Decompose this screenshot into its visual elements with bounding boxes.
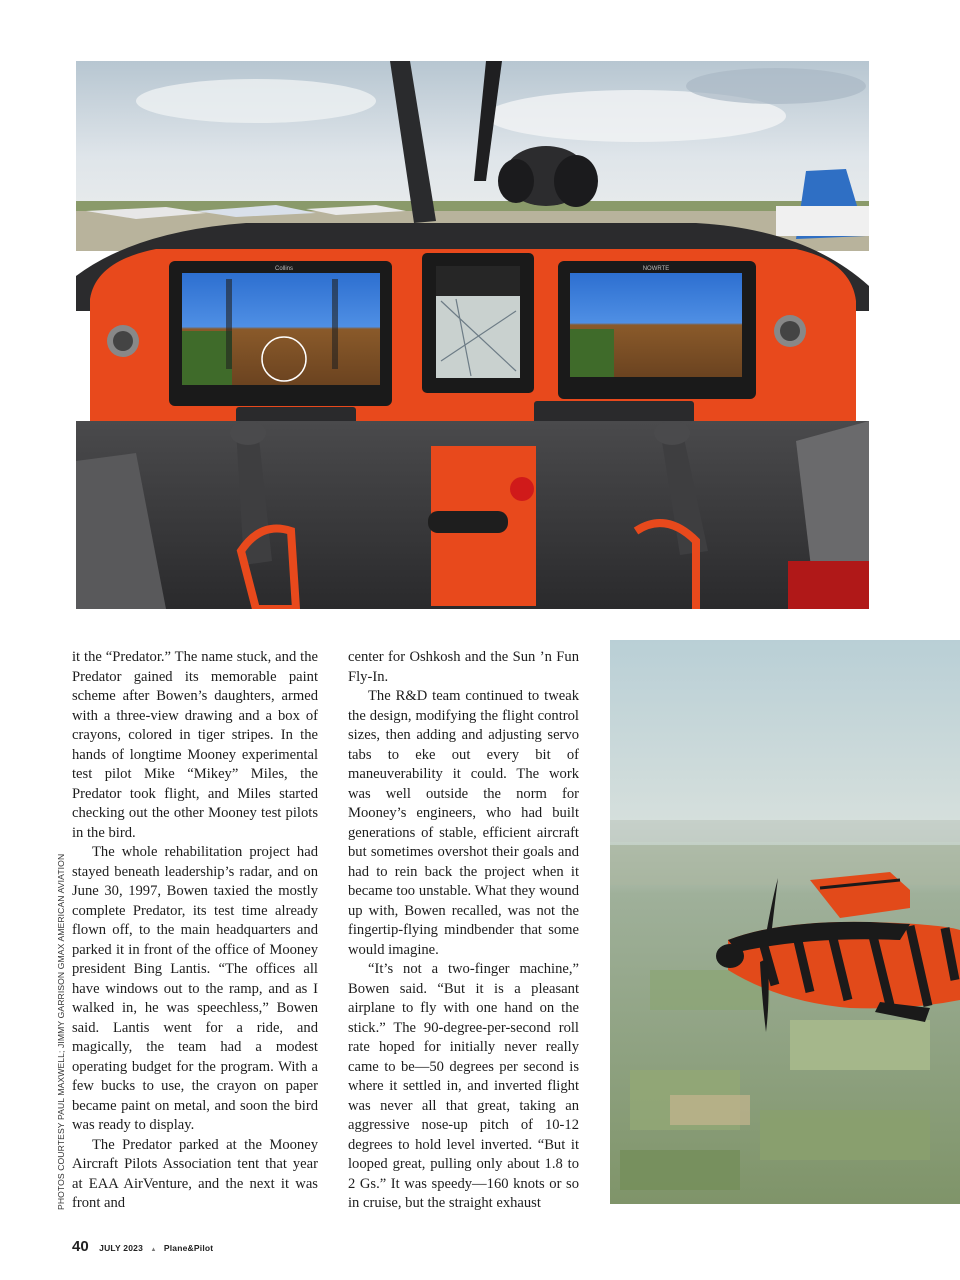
- photo-credit: PHOTOS COURTESY PAUL MAXWELL; JIMMY GARRISON GMAX AMERICAN AVIATION: [56, 853, 66, 1210]
- paragraph: The whole rehabilitation project had stayed beneath leadership’s radar, and on June 30, 1997, Bowen taxied the mostly complete Predator, its test time already flown off, to the main headquarters and parked it in front of the office of Mooney president Bing Lantis. “The offices all have windows out to the ramp, and as I walked in, he was speechless,” Bowen said. Lantis went for a ride, and magically, the team had a modest operating budget for the program. With a few bucks to use, the crayon on paper became paint on metal, and soon the bird was ready to display.: [72, 844, 318, 1133]
- aerial-photo: [610, 640, 960, 1204]
- paragraph: it the “Predator.” The name stuck, and the Predator gained its memorable paint scheme after Bowen’s daughters, armed with a three-view drawing and a box of crayons, colored in tiger stripes. In the hands of longtime Mooney experimental test pilot Mike “Mikey” Miles, the Predator took flight, and Miles started checking out the other Mooney test pilots in the bird.: [72, 649, 318, 841]
- triangle-separator-icon: ▲: [150, 1247, 157, 1253]
- left-display-title: Collins: [274, 266, 294, 272]
- article-column-2: [348, 648, 579, 1214]
- paragraph: center for Oshkosh and the Sun ’n Fun Fly-In.: [348, 649, 579, 685]
- magazine-name: Plane&Pilot: [163, 1243, 214, 1253]
- paragraph: The R&D team continued to tweak the design, modifying the flight control sizes, then adding and adjusting servo tabs to eke out every bit of maneuverability it could. The work was well outside the norm for Mooney’s engineers, who had built generations of stable, efficient aircraft but sometimes overshot their goals and had to rein back the project when it became too unstable. What they wound up with, Bowen recalled, was not the fingertip-flying mindbender that some would imagine.: [348, 688, 579, 958]
- page-footer: [72, 1238, 213, 1258]
- cockpit-photo: [76, 61, 869, 609]
- page-number: 40: [72, 1238, 89, 1255]
- paragraph: The Predator parked at the Mooney Aircraft Pilots Association tent that year at EAA AirVenture, and the next it was front and: [72, 1136, 318, 1211]
- right-display-title: NOWRTE: [642, 266, 670, 272]
- paragraph: “It’s not a two-finger machine,” Bowen said. “But it is a pleasant airplane to fly with one hand on the stick.” The 90-degree-per-second roll rate hoped for initially never really came to be—50 degrees per second is where it settled in, and inverted flight was never all that great, taking an aggressive nose-up pitch of 10-12 degrees to hold level inverted. “But it looped great, pulling only about 1.8 to 2 Gs.” It was speedy—160 knots or so in cruise, but the straight exhaust: [348, 961, 579, 1211]
- issue-date: JULY 2023: [99, 1243, 144, 1253]
- article-column-1: [72, 648, 318, 1214]
